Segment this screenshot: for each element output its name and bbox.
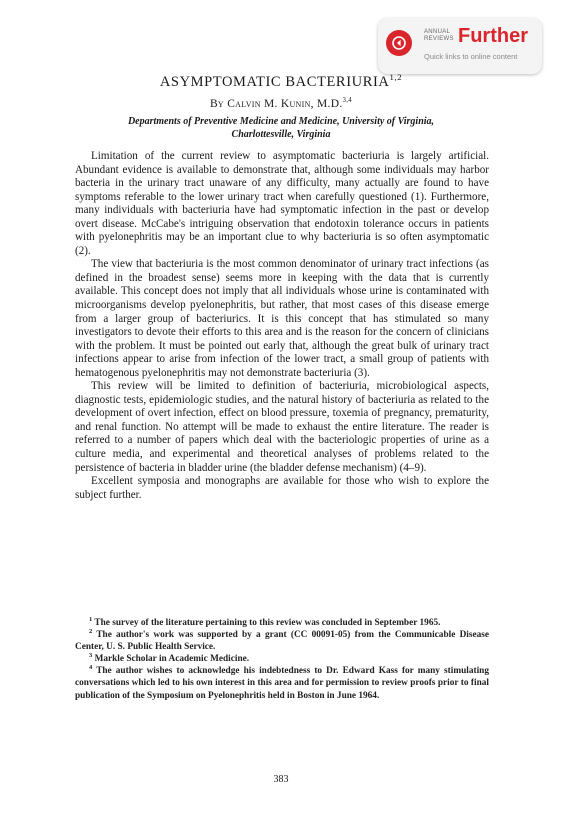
affiliation [60, 115, 502, 141]
body-paragraph: Limitation of the current review to asymptomatic bacteriuria is largely artificial. Abundant evidence is available to demonstrate that, although some individuals may harbor bacteria in the urinary tract unaware of any difficulty, many actually are found to have symptoms referable to the lower urinary tract when carefully questioned (1). Furthermore, many individuals with bacteriuria have had symptomatic infection in the past or develop overt disease. McCabe's intriguing observation that endotoxin tolerance occurs in patients with pyelonephritis may be an important clue to why bacteriuria is so often asymptomatic (2). [75, 150, 489, 257]
footnote [75, 653, 489, 665]
page-number: 383 [273, 774, 289, 785]
badge-reviews-label: REVIEWS [424, 36, 454, 42]
footnote-mark: 2 [89, 628, 93, 635]
footnotes [75, 617, 489, 702]
affiliation-line-2: Charlottesville, Virginia [231, 129, 331, 140]
footnote-text: The author's work was supported by a grant (CC 00091-05) from the Communicable Disease Center, U. S. Public Health Service. [75, 630, 490, 653]
body-paragraph: Excellent symposia and monographs are available for those who wish to explore the subject further. [75, 475, 489, 501]
body-paragraph: The view that bacteriuria is the most common denominator of urinary tract infections (as defined in the broadest sense) seems more in keeping with the data that is currently available. This concept does not imply that all individuals whose urine is contaminated with microorganisms develop pyelonephritis, but rather, that most cases of this disease emerge from a larger group of bacteriurics. It is this concept that has stimulated so many investigators to devote their efforts to this area and is the reason for the concern of clinicians with the problem. It must be pointed out early that, although the great bulk of urinary tract infections appear to arise from infection of the lower tract, a small group of patients with hematogenous pyelonephritis may not demonstrate bacteriuria (3). [75, 258, 489, 379]
badge-publisher [424, 29, 454, 43]
further-badge[interactable] [378, 18, 542, 74]
footnote-mark: 3 [89, 652, 93, 660]
author-name: Calvin M. Kunin, M.D. [227, 98, 343, 110]
further-play-icon[interactable] [386, 30, 412, 56]
footnote [75, 629, 489, 653]
footnote-mark: 1 [89, 615, 93, 623]
affiliation-line-1: Departments of Preventive Medicine and Medicine, University of Virginia, [127, 116, 435, 127]
badge-annual-label: ANNUAL [424, 29, 451, 35]
article-body [75, 150, 489, 502]
footnote [75, 665, 489, 701]
badge-further-label[interactable]: Further [458, 25, 528, 47]
footnote-mark: 4 [89, 664, 93, 672]
article-title [0, 74, 562, 91]
chevron-left-icon [392, 36, 406, 50]
author-prefix: By [209, 98, 225, 110]
author-line [0, 98, 562, 110]
badge-subtitle[interactable]: Quick links to online content [424, 52, 518, 61]
footnote-text: Markle Scholar in Academic Medicine. [94, 654, 250, 665]
footnote-text: The author wishes to acknowledge his indebtedness to Dr. Edward Kass for many stimulating conversations which led to his own interest in this area and for permission to review proofs prior to final publication of the Symposium on Pyelonephritis held in Boston in June 1964. [75, 666, 490, 701]
footnote-text: The survey of the literature pertaining to this review was concluded in September 1965. [94, 618, 441, 628]
author-footnote-refs: 3,4 [342, 97, 353, 105]
title-footnote-refs: 1,2 [389, 72, 403, 83]
article-title-text: ASYMPTOMATIC BACTERIURIA [159, 74, 390, 90]
footnote [75, 617, 489, 629]
body-paragraph: This review will be limited to definition of bacteriuria, microbiological aspects, diagnostic tests, epidemiologic studies, and the natural history of bacteriuria as related to the development of overt infection, effect on blood pressure, toxemia of pregnancy, prematurity, and renal function. No attempt will be made to exhaust the entire literature. The reader is referred to a number of papers which deal with the bacteriologic properties of urine as a culture media, and experimental and theoretical analyses of problems related to the persistence of bacteria in bladder urine (the bladder defense mechanism) (4–9). [75, 380, 489, 474]
